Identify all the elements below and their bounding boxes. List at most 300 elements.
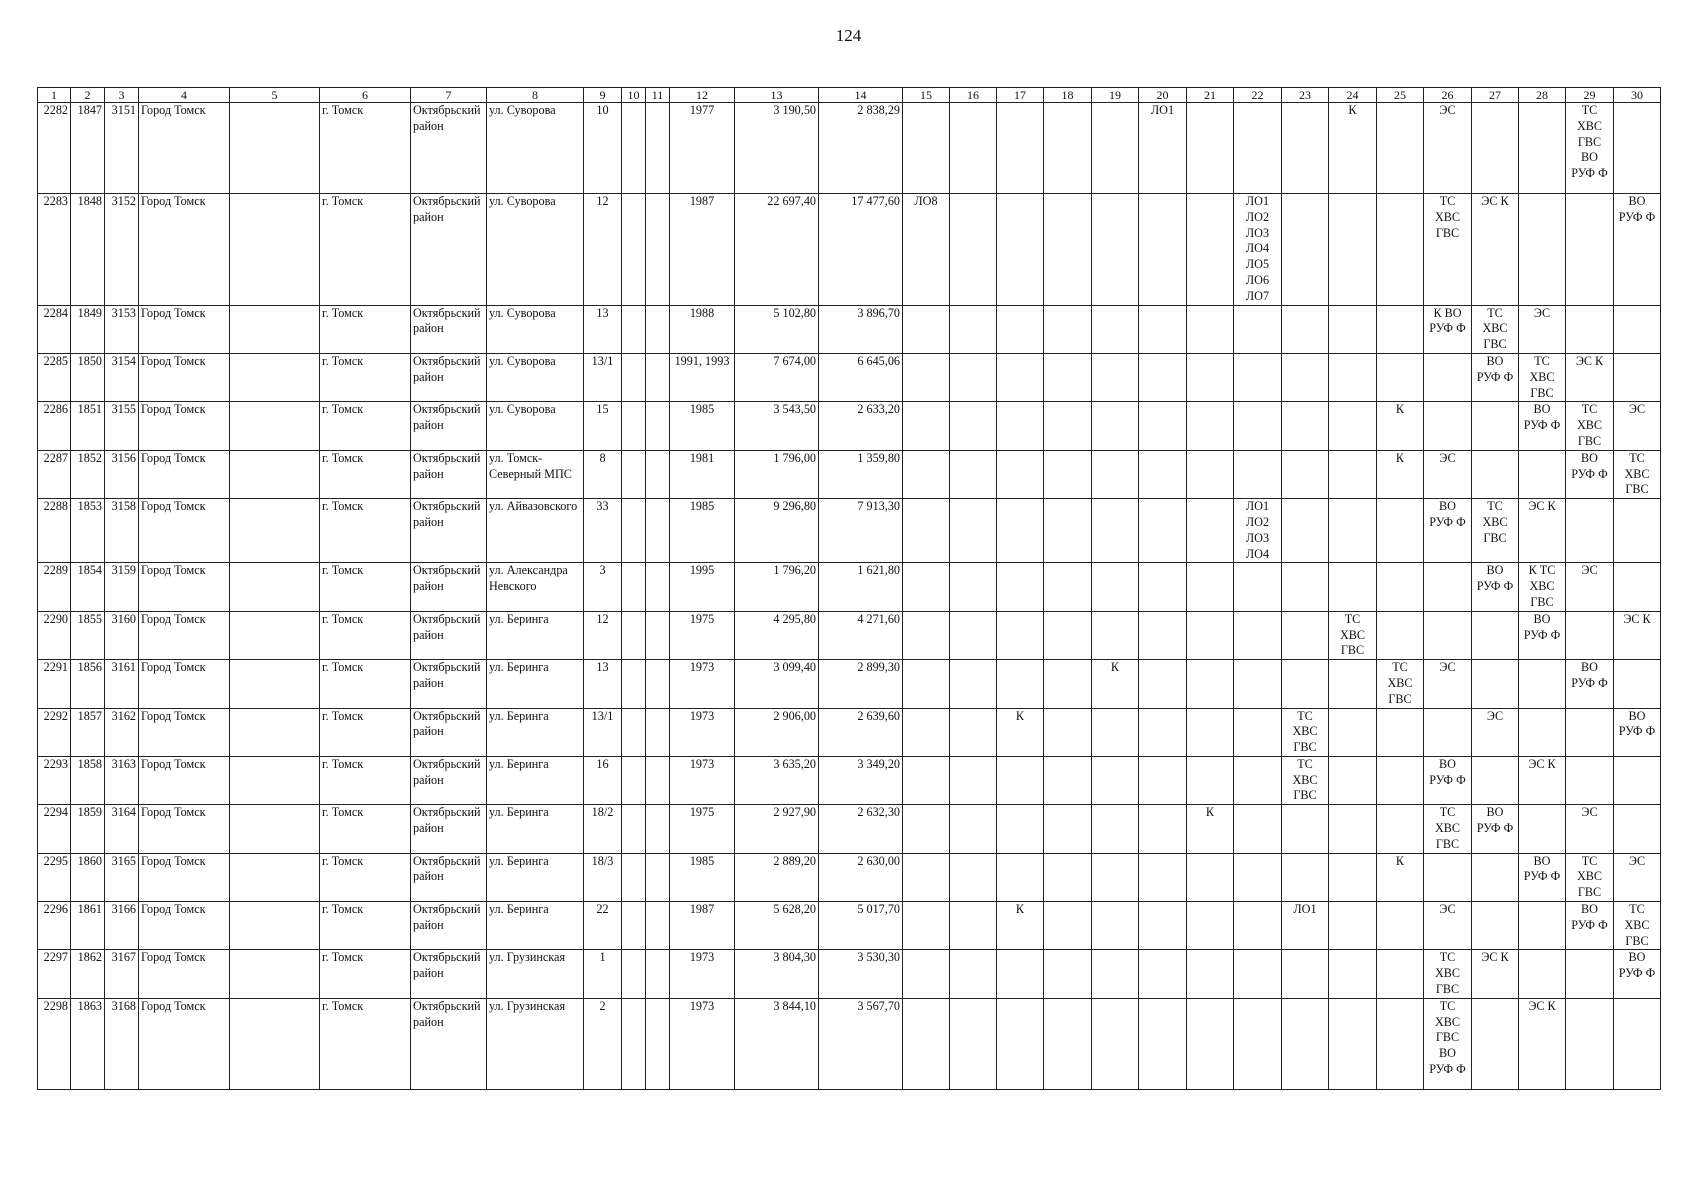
table-cell-col-19 (1092, 103, 1139, 194)
table-cell-col-28: ЭС (1519, 305, 1566, 353)
table-cell-col-5 (230, 853, 320, 901)
table-cell-col-12: 1995 (670, 563, 735, 611)
table-cell-col-13: 3 190,50 (735, 103, 819, 194)
table-cell-col-23 (1282, 402, 1329, 450)
table-cell-col-14: 2 899,30 (819, 660, 903, 708)
table-cell-col-6: г. Томск (320, 660, 411, 708)
table-cell-col-22 (1234, 402, 1282, 450)
table-cell-col-7: Октябрьский район (411, 805, 487, 853)
table-cell-col-26: ТС ХВС ГВС ВО РУФ Ф (1424, 998, 1472, 1089)
table-cell-col-7: Октябрьский район (411, 353, 487, 401)
table-cell-col-3: 3155 (105, 402, 139, 450)
table-cell-col-17 (997, 402, 1044, 450)
table-cell-col-6: г. Томск (320, 708, 411, 756)
table-cell-col-7: Октябрьский район (411, 853, 487, 901)
table-cell-col-1: 2292 (38, 708, 71, 756)
table-cell-col-17 (997, 305, 1044, 353)
table-cell-col-8: ул. Суворова (487, 103, 584, 194)
table-cell-col-21 (1187, 611, 1234, 659)
table-cell-col-26 (1424, 402, 1472, 450)
column-header-6: 6 (320, 88, 411, 103)
table-cell-col-7: Октябрьский район (411, 103, 487, 194)
table-cell-col-24 (1329, 353, 1377, 401)
table-cell-col-23 (1282, 450, 1329, 498)
table-cell-col-1: 2293 (38, 756, 71, 804)
table-cell-col-14: 3 349,20 (819, 756, 903, 804)
table-cell-col-24 (1329, 194, 1377, 306)
table-cell-col-19 (1092, 756, 1139, 804)
table-cell-col-20 (1139, 499, 1187, 563)
table-row (38, 402, 1661, 450)
table-cell-col-10 (622, 402, 646, 450)
table-cell-col-12: 1988 (670, 305, 735, 353)
table-cell-col-12: 1973 (670, 950, 735, 998)
table-cell-col-19 (1092, 708, 1139, 756)
table-cell-col-2: 1850 (71, 353, 105, 401)
table-cell-col-10 (622, 756, 646, 804)
table-cell-col-14: 3 896,70 (819, 305, 903, 353)
table-cell-col-24 (1329, 708, 1377, 756)
table-cell-col-18 (1044, 853, 1092, 901)
table-cell-col-7: Октябрьский район (411, 756, 487, 804)
table-cell-col-11 (646, 353, 670, 401)
table-cell-col-29: ВО РУФ Ф (1566, 660, 1614, 708)
table-row (38, 563, 1661, 611)
table-cell-col-5 (230, 660, 320, 708)
table-cell-col-9: 12 (584, 194, 622, 306)
table-cell-col-12: 1985 (670, 853, 735, 901)
table-cell-col-26 (1424, 563, 1472, 611)
table-cell-col-29: ТС ХВС ГВС (1566, 853, 1614, 901)
table-cell-col-5 (230, 353, 320, 401)
table-cell-col-21 (1187, 998, 1234, 1089)
table-cell-col-25 (1377, 708, 1424, 756)
table-cell-col-27: ВО РУФ Ф (1472, 353, 1519, 401)
table-cell-col-26: ЭС (1424, 103, 1472, 194)
table-cell-col-10 (622, 611, 646, 659)
table-cell-col-8: ул. Беринга (487, 853, 584, 901)
table-cell-col-10 (622, 499, 646, 563)
table-cell-col-1: 2296 (38, 902, 71, 950)
table-cell-col-2: 1859 (71, 805, 105, 853)
table-cell-col-22 (1234, 305, 1282, 353)
table-cell-col-28 (1519, 902, 1566, 950)
table-cell-col-28 (1519, 194, 1566, 306)
table-cell-col-9: 2 (584, 998, 622, 1089)
table-row (38, 708, 1661, 756)
table-cell-col-6: г. Томск (320, 305, 411, 353)
table-cell-col-11 (646, 611, 670, 659)
table-cell-col-6: г. Томск (320, 194, 411, 306)
table-cell-col-7: Октябрьский район (411, 402, 487, 450)
table-cell-col-17 (997, 950, 1044, 998)
table-cell-col-20 (1139, 853, 1187, 901)
table-cell-col-19 (1092, 998, 1139, 1089)
table-cell-col-16 (950, 611, 997, 659)
table-cell-col-3: 3158 (105, 499, 139, 563)
table-cell-col-19 (1092, 353, 1139, 401)
table-cell-col-4: Город Томск (139, 194, 230, 306)
table-cell-col-25: К (1377, 853, 1424, 901)
table-cell-col-1: 2297 (38, 950, 71, 998)
table-cell-col-29: ТС ХВС ГВС (1566, 402, 1614, 450)
table-cell-col-20 (1139, 660, 1187, 708)
table-cell-col-24 (1329, 853, 1377, 901)
table-cell-col-19 (1092, 805, 1139, 853)
table-cell-col-10 (622, 353, 646, 401)
table-cell-col-29 (1566, 708, 1614, 756)
table-cell-col-4: Город Томск (139, 902, 230, 950)
table-cell-col-30 (1614, 998, 1661, 1089)
table-cell-col-27: ТС ХВС ГВС (1472, 305, 1519, 353)
table-cell-col-30: ЭС К (1614, 611, 1661, 659)
table-cell-col-14: 17 477,60 (819, 194, 903, 306)
table-cell-col-15 (903, 450, 950, 498)
table-cell-col-8: ул. Томск-Северный МПС (487, 450, 584, 498)
table-cell-col-29 (1566, 998, 1614, 1089)
table-cell-col-1: 2286 (38, 402, 71, 450)
table-row (38, 756, 1661, 804)
table-cell-col-5 (230, 402, 320, 450)
table-cell-col-22 (1234, 353, 1282, 401)
table-cell-col-7: Октябрьский район (411, 611, 487, 659)
table-cell-col-4: Город Томск (139, 305, 230, 353)
column-header-24: 24 (1329, 88, 1377, 103)
column-header-28: 28 (1519, 88, 1566, 103)
table-cell-col-23: ТС ХВС ГВС (1282, 756, 1329, 804)
table-cell-col-26: ТС ХВС ГВС (1424, 805, 1472, 853)
table-cell-col-3: 3159 (105, 563, 139, 611)
column-header-12: 12 (670, 88, 735, 103)
table-cell-col-15 (903, 611, 950, 659)
table-cell-col-14: 1 359,80 (819, 450, 903, 498)
table-cell-col-26 (1424, 611, 1472, 659)
table-row (38, 611, 1661, 659)
table-cell-col-26: ТС ХВС ГВС (1424, 950, 1472, 998)
table-cell-col-4: Город Томск (139, 611, 230, 659)
column-header-11: 11 (646, 88, 670, 103)
table-cell-col-23 (1282, 563, 1329, 611)
table-cell-col-2: 1854 (71, 563, 105, 611)
table-cell-col-12: 1975 (670, 611, 735, 659)
table-cell-col-24: ТС ХВС ГВС (1329, 611, 1377, 659)
table-cell-col-12: 1973 (670, 660, 735, 708)
table-cell-col-21 (1187, 950, 1234, 998)
table-cell-col-19 (1092, 499, 1139, 563)
table-cell-col-21: К (1187, 805, 1234, 853)
table-cell-col-25 (1377, 103, 1424, 194)
table-cell-col-29: ЭС К (1566, 353, 1614, 401)
table-cell-col-16 (950, 805, 997, 853)
table-cell-col-4: Город Томск (139, 756, 230, 804)
table-cell-col-28: ВО РУФ Ф (1519, 402, 1566, 450)
table-cell-col-28 (1519, 450, 1566, 498)
table-cell-col-5 (230, 611, 320, 659)
table-cell-col-3: 3156 (105, 450, 139, 498)
table-cell-col-29 (1566, 756, 1614, 804)
table-cell-col-21 (1187, 563, 1234, 611)
table-cell-col-27: ЭС К (1472, 950, 1519, 998)
table-cell-col-26 (1424, 853, 1472, 901)
table-cell-col-11 (646, 563, 670, 611)
table-cell-col-6: г. Томск (320, 756, 411, 804)
table-cell-col-30 (1614, 305, 1661, 353)
table-cell-col-13: 5 102,80 (735, 305, 819, 353)
table-cell-col-27: ТС ХВС ГВС (1472, 499, 1519, 563)
table-cell-col-24 (1329, 950, 1377, 998)
table-cell-col-8: ул. Беринга (487, 611, 584, 659)
table-cell-col-12: 1973 (670, 756, 735, 804)
table-cell-col-9: 3 (584, 563, 622, 611)
table-cell-col-6: г. Томск (320, 805, 411, 853)
table-cell-col-14: 2 630,00 (819, 853, 903, 901)
table-cell-col-5 (230, 950, 320, 998)
table-cell-col-18 (1044, 998, 1092, 1089)
table-cell-col-16 (950, 950, 997, 998)
table-cell-col-4: Город Томск (139, 950, 230, 998)
table-cell-col-19 (1092, 950, 1139, 998)
table-cell-col-17 (997, 353, 1044, 401)
table-cell-col-27 (1472, 998, 1519, 1089)
table-cell-col-23 (1282, 660, 1329, 708)
table-cell-col-28: ЭС К (1519, 499, 1566, 563)
table-cell-col-6: г. Томск (320, 353, 411, 401)
housing-registry-table (37, 87, 1661, 1090)
column-header-1: 1 (38, 88, 71, 103)
table-cell-col-10 (622, 902, 646, 950)
table-cell-col-28 (1519, 660, 1566, 708)
table-cell-col-1: 2290 (38, 611, 71, 659)
table-cell-col-25 (1377, 194, 1424, 306)
table-cell-col-2: 1849 (71, 305, 105, 353)
table-cell-col-9: 1 (584, 950, 622, 998)
table-cell-col-19 (1092, 853, 1139, 901)
table-cell-col-12: 1977 (670, 103, 735, 194)
table-cell-col-17: К (997, 708, 1044, 756)
table-cell-col-8: ул. Беринга (487, 805, 584, 853)
table-cell-col-23 (1282, 194, 1329, 306)
table-cell-col-15 (903, 660, 950, 708)
table-cell-col-6: г. Томск (320, 950, 411, 998)
table-cell-col-17 (997, 998, 1044, 1089)
table-cell-col-12: 1987 (670, 194, 735, 306)
table-cell-col-11 (646, 902, 670, 950)
table-cell-col-8: ул. Суворова (487, 305, 584, 353)
table-cell-col-4: Город Томск (139, 660, 230, 708)
table-cell-col-7: Октябрьский район (411, 563, 487, 611)
table-cell-col-16 (950, 103, 997, 194)
column-header-19: 19 (1092, 88, 1139, 103)
table-cell-col-4: Город Томск (139, 853, 230, 901)
table-cell-col-20 (1139, 708, 1187, 756)
column-header-8: 8 (487, 88, 584, 103)
table-cell-col-2: 1856 (71, 660, 105, 708)
table-cell-col-1: 2288 (38, 499, 71, 563)
table-cell-col-27: ВО РУФ Ф (1472, 805, 1519, 853)
table-cell-col-27: ВО РУФ Ф (1472, 563, 1519, 611)
table-cell-col-13: 3 844,10 (735, 998, 819, 1089)
table-cell-col-4: Город Томск (139, 103, 230, 194)
table-cell-col-3: 3164 (105, 805, 139, 853)
table-cell-col-24 (1329, 756, 1377, 804)
table-cell-col-10 (622, 305, 646, 353)
column-header-10: 10 (622, 88, 646, 103)
table-cell-col-19 (1092, 450, 1139, 498)
table-cell-col-22 (1234, 708, 1282, 756)
table-cell-col-24 (1329, 305, 1377, 353)
table-cell-col-27 (1472, 853, 1519, 901)
table-cell-col-9: 13 (584, 305, 622, 353)
table-cell-col-16 (950, 563, 997, 611)
table-cell-col-22: ЛО1 ЛО2 ЛО3 ЛО4 (1234, 499, 1282, 563)
table-cell-col-28: К ТС ХВС ГВС (1519, 563, 1566, 611)
table-cell-col-5 (230, 902, 320, 950)
table-cell-col-20: ЛО1 (1139, 103, 1187, 194)
table-cell-col-28: ВО РУФ Ф (1519, 611, 1566, 659)
table-cell-col-30: ВО РУФ Ф (1614, 950, 1661, 998)
table-cell-col-18 (1044, 402, 1092, 450)
table-cell-col-20 (1139, 563, 1187, 611)
table-cell-col-17 (997, 805, 1044, 853)
table-cell-col-17 (997, 660, 1044, 708)
column-header-27: 27 (1472, 88, 1519, 103)
table-cell-col-23 (1282, 103, 1329, 194)
table-cell-col-18 (1044, 103, 1092, 194)
table-cell-col-21 (1187, 305, 1234, 353)
table-cell-col-10 (622, 450, 646, 498)
table-cell-col-10 (622, 998, 646, 1089)
table-cell-col-22 (1234, 805, 1282, 853)
table-cell-col-4: Город Томск (139, 998, 230, 1089)
table-cell-col-12: 1985 (670, 402, 735, 450)
table-cell-col-7: Октябрьский район (411, 305, 487, 353)
table-cell-col-2: 1857 (71, 708, 105, 756)
table-cell-col-9: 12 (584, 611, 622, 659)
column-header-15: 15 (903, 88, 950, 103)
table-cell-col-8: ул. Беринга (487, 902, 584, 950)
table-cell-col-13: 1 796,20 (735, 563, 819, 611)
table-cell-col-2: 1855 (71, 611, 105, 659)
table-cell-col-24 (1329, 450, 1377, 498)
table-cell-col-11 (646, 708, 670, 756)
table-cell-col-19 (1092, 902, 1139, 950)
table-cell-col-4: Город Томск (139, 450, 230, 498)
table-cell-col-14: 5 017,70 (819, 902, 903, 950)
table-cell-col-13: 3 804,30 (735, 950, 819, 998)
table-cell-col-19 (1092, 305, 1139, 353)
column-header-23: 23 (1282, 88, 1329, 103)
table-cell-col-10 (622, 950, 646, 998)
table-cell-col-22 (1234, 950, 1282, 998)
table-cell-col-30: ЭС (1614, 402, 1661, 450)
table-cell-col-15 (903, 708, 950, 756)
table-cell-col-9: 18/3 (584, 853, 622, 901)
table-cell-col-18 (1044, 902, 1092, 950)
table-cell-col-16 (950, 708, 997, 756)
table-cell-col-18 (1044, 756, 1092, 804)
table-cell-col-16 (950, 902, 997, 950)
table-cell-col-7: Октябрьский район (411, 450, 487, 498)
column-header-18: 18 (1044, 88, 1092, 103)
table-cell-col-6: г. Томск (320, 499, 411, 563)
table-cell-col-25 (1377, 950, 1424, 998)
table-cell-col-2: 1862 (71, 950, 105, 998)
table-cell-col-13: 22 697,40 (735, 194, 819, 306)
table-cell-col-11 (646, 853, 670, 901)
table-cell-col-20 (1139, 450, 1187, 498)
table-cell-col-7: Октябрьский район (411, 708, 487, 756)
table-cell-col-5 (230, 305, 320, 353)
table-cell-col-25 (1377, 805, 1424, 853)
table-cell-col-15 (903, 103, 950, 194)
table-cell-col-4: Город Томск (139, 563, 230, 611)
table-cell-col-3: 3167 (105, 950, 139, 998)
page-number: 124 (835, 26, 862, 45)
table-cell-col-13: 7 674,00 (735, 353, 819, 401)
table-cell-col-18 (1044, 660, 1092, 708)
table-cell-col-22 (1234, 853, 1282, 901)
table-cell-col-25 (1377, 305, 1424, 353)
table-cell-col-20 (1139, 353, 1187, 401)
table-cell-col-9: 15 (584, 402, 622, 450)
table-cell-col-18 (1044, 450, 1092, 498)
table-cell-col-9: 18/2 (584, 805, 622, 853)
table-cell-col-18 (1044, 563, 1092, 611)
table-cell-col-25 (1377, 611, 1424, 659)
table-cell-col-12: 1985 (670, 499, 735, 563)
table-cell-col-14: 3 567,70 (819, 998, 903, 1089)
table-cell-col-18 (1044, 305, 1092, 353)
table-cell-col-21 (1187, 853, 1234, 901)
table-cell-col-15 (903, 756, 950, 804)
table-cell-col-1: 2295 (38, 853, 71, 901)
table-cell-col-21 (1187, 353, 1234, 401)
table-cell-col-6: г. Томск (320, 563, 411, 611)
table-cell-col-21 (1187, 902, 1234, 950)
table-cell-col-28: ЭС К (1519, 756, 1566, 804)
table-cell-col-6: г. Томск (320, 902, 411, 950)
table-cell-col-20 (1139, 194, 1187, 306)
table-cell-col-25 (1377, 998, 1424, 1089)
table-cell-col-2: 1861 (71, 902, 105, 950)
table-cell-col-15 (903, 305, 950, 353)
table-cell-col-22 (1234, 450, 1282, 498)
table-cell-col-28 (1519, 708, 1566, 756)
table-cell-col-15 (903, 805, 950, 853)
table-cell-col-19: К (1092, 660, 1139, 708)
table-cell-col-5 (230, 708, 320, 756)
table-cell-col-14: 1 621,80 (819, 563, 903, 611)
table-cell-col-30: ВО РУФ Ф (1614, 708, 1661, 756)
table-cell-col-26: ВО РУФ Ф (1424, 756, 1472, 804)
table-cell-col-15: ЛО8 (903, 194, 950, 306)
table-cell-col-21 (1187, 103, 1234, 194)
table-cell-col-11 (646, 103, 670, 194)
table-cell-col-12: 1987 (670, 902, 735, 950)
table-cell-col-26 (1424, 353, 1472, 401)
table-cell-col-23 (1282, 805, 1329, 853)
table-cell-col-13: 5 628,20 (735, 902, 819, 950)
table-cell-col-16 (950, 402, 997, 450)
table-cell-col-24 (1329, 998, 1377, 1089)
table-cell-col-27 (1472, 902, 1519, 950)
table-cell-col-1: 2298 (38, 998, 71, 1089)
table-cell-col-30 (1614, 563, 1661, 611)
table-cell-col-23 (1282, 305, 1329, 353)
table-cell-col-5 (230, 805, 320, 853)
table-cell-col-17 (997, 756, 1044, 804)
table-cell-col-13: 9 296,80 (735, 499, 819, 563)
